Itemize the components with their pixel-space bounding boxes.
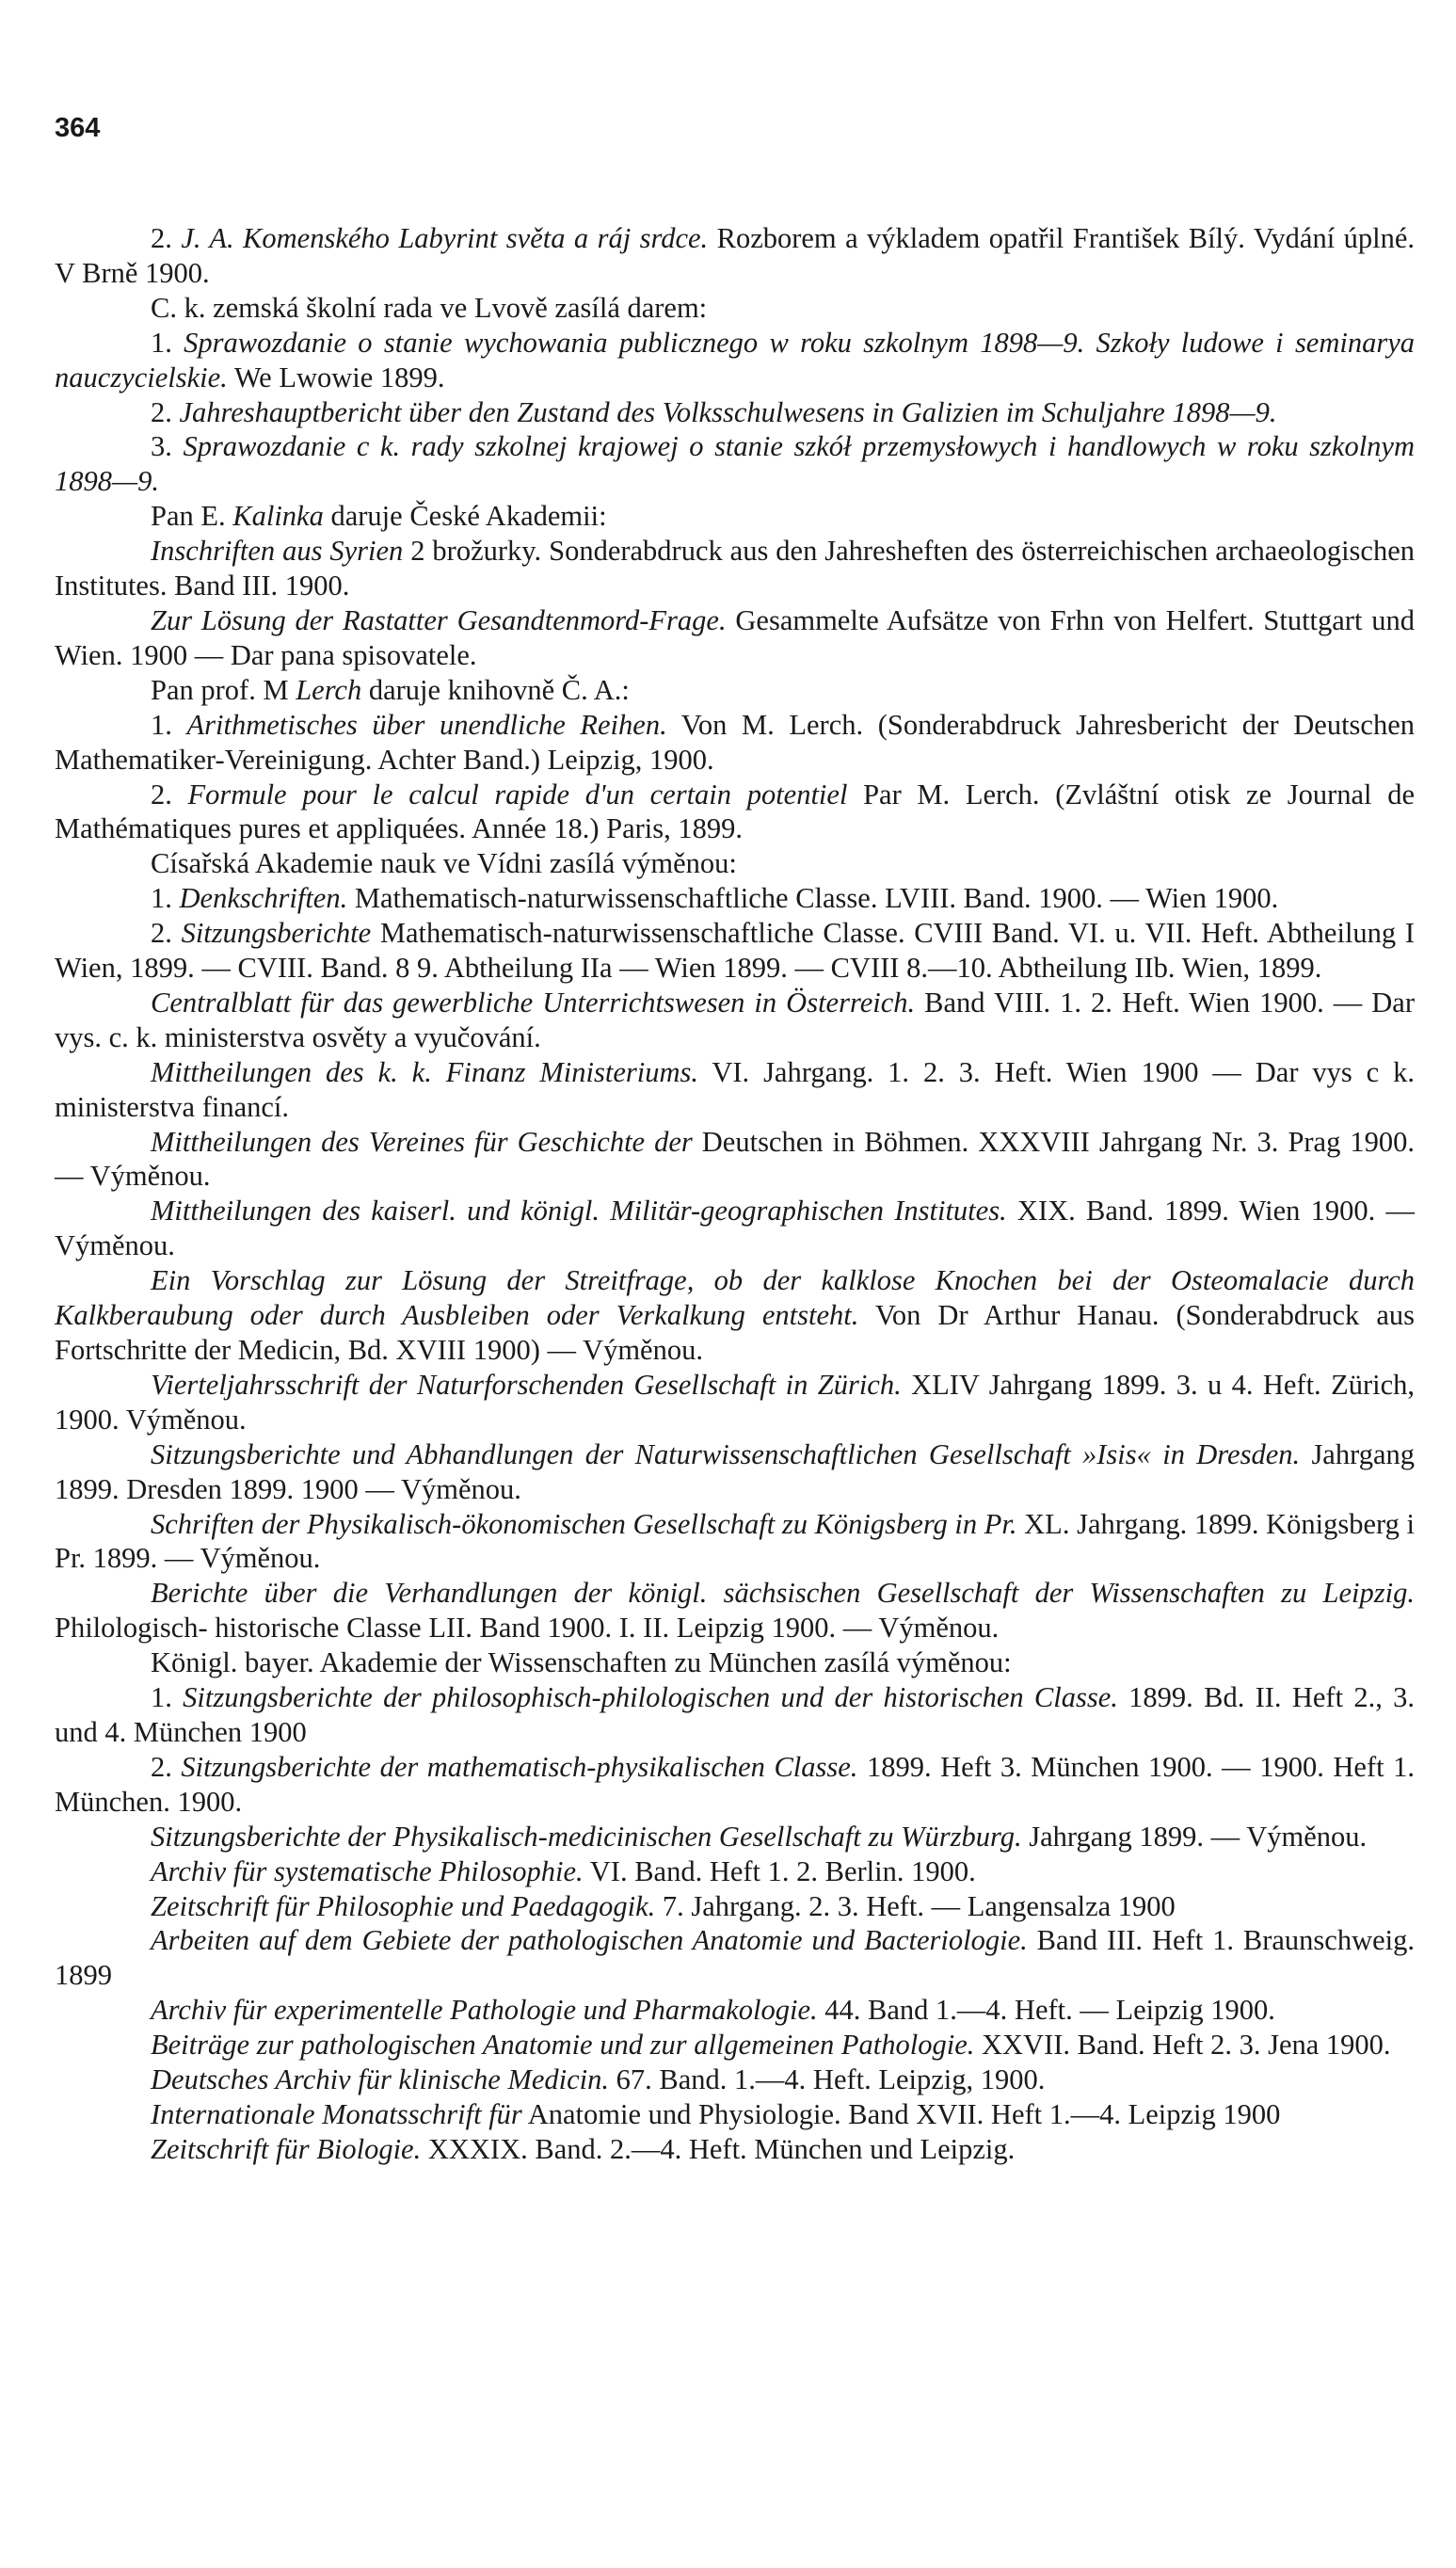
italic-title: Zur Lösung der Rastatter Gesandtenmord-Frage.: [151, 603, 727, 636]
paragraph: [55, 1368, 1415, 1437]
paragraph: [55, 1820, 1415, 1854]
italic-title: Vierteljahrsschrift der Naturforschenden Gesellschaft in Zürich.: [151, 1368, 902, 1401]
text-run: VI. Jahrgang. 1. 2. 3. Heft. Wien 1900 — Dar vys c k. ministerstva financí.: [55, 1055, 1416, 1123]
text-run: XXVII. Band. Heft 2. 3. Jena 1900.: [974, 2029, 1391, 2062]
italic-title: Berichte über die Verhandlungen der königl. sächsischen Gesellschaft der Wissenschaften zu Leipzig.: [151, 1577, 1415, 1610]
italic-title: Jahreshauptbericht über den Zustand des Volksschulwesens in Galizien im Schuljahre 1898—9.: [179, 395, 1277, 428]
text-run: We Lwowie 1899.: [227, 361, 445, 393]
italic-title: Mittheilungen des k. k. Finanz Ministeriums.: [151, 1055, 698, 1088]
italic-title: Archiv für experimentelle Pathologie und Pharmakologie.: [151, 1994, 818, 2027]
text-run: Philologisch- historische Classe LII. Band 1900. I. II. Leipzig 1900. — Výměnou.: [55, 1612, 1000, 1645]
text-run: XLIV Jahrgang 1899. 3. u 4. Heft. Zürich, 1900. Výměnou.: [55, 1368, 1415, 1436]
paragraph: [55, 778, 1415, 847]
paragraph: [55, 1750, 1415, 1820]
paragraph: [55, 1889, 1415, 1924]
italic-title: Formule pour le calcul rapide d'un certain potentiel: [187, 778, 848, 811]
text-run: 44. Band 1.—4. Heft. — Leipzig 1900.: [817, 1994, 1275, 2027]
paragraph: [55, 1055, 1415, 1125]
text-run: 1899. Heft 3. München 1900. — 1900. Heft 1. München. 1900.: [55, 1750, 1415, 1818]
italic-title: Beiträge zur pathologischen Anatomie und zur allgemeinen Pathologie.: [151, 2029, 975, 2062]
paragraph: [55, 708, 1415, 778]
paragraph: [55, 1923, 1415, 1993]
paragraph: [55, 1263, 1415, 1368]
italic-title: Denkschriften.: [179, 882, 348, 915]
paragraph: [55, 499, 1415, 534]
text-run: 2.: [151, 1750, 182, 1783]
text-run: XXXIX. Band. 2.—4. Heft. München und Leipzig.: [421, 2132, 1016, 2165]
text-run: Band VIII. 1. 2. Heft. Wien 1900. — Dar vys. c. k. ministerstva osvěty a vyučování.: [55, 986, 1415, 1053]
italic-title: Sprawozdanie c k. rady szkolnej krajowej o stanie szkół przemysłowych i handlowych w roku szkolnym 1898—9.: [55, 430, 1415, 498]
text-run: Mathematisch-naturwissenschaftliche Classe. LVIII. Band. 1900. — Wien 1900.: [347, 882, 1279, 915]
paragraph: [55, 326, 1415, 395]
text-run: 2.: [151, 778, 188, 811]
italic-title: Internationale Monatsschrift für: [151, 2097, 522, 2130]
italic-title: Sitzungsberichte der philosophisch-philologischen und der historischen Classe.: [183, 1681, 1118, 1714]
italic-title: Centralblatt für das gewerbliche Unterrichtswesen in Österreich.: [151, 986, 916, 1019]
page-number: 364: [55, 113, 101, 143]
paragraph: [55, 429, 1415, 499]
text-run: 1.: [151, 1681, 184, 1714]
text-run: XIX. Band. 1899. Wien 1900. — Výměnou.: [55, 1195, 1415, 1262]
italic-title: Sitzungsberichte der mathematisch-physikalischen Classe.: [181, 1750, 858, 1783]
paragraph: [55, 1645, 1415, 1680]
text-run: 67. Band. 1.—4. Heft. Leipzig, 1900.: [609, 2063, 1046, 2096]
text-run: 7. Jahrgang. 2. 3. Heft. — Langensalza 1900: [655, 1889, 1176, 1922]
paragraph: [55, 2062, 1415, 2097]
text-run: 1899. Bd. II. Heft 2., 3. und 4. München 1900: [55, 1681, 1416, 1748]
text-run: Deutschen in Böhmen. XXXVIII Jahrgang Nr. 3. Prag 1900. — Výměnou.: [55, 1125, 1415, 1193]
text-run: 1.: [151, 708, 187, 741]
text-run: XL. Jahrgang. 1899. Königsberg i Pr. 1899. — Výměnou.: [55, 1507, 1415, 1575]
italic-title: Zeitschrift für Philosophie und Paedagogik.: [151, 1889, 656, 1922]
italic-title: Zeitschrift für Biologie.: [151, 2132, 422, 2165]
paragraph: [55, 1194, 1415, 1263]
text-run: Band III. Heft 1. Braunschweig. 1899: [55, 1924, 1415, 1992]
text-run: 2.: [151, 395, 180, 428]
text-run: C. k. zemská školní rada ve Lvově zasílá darem:: [151, 291, 708, 324]
paragraph: [55, 916, 1415, 986]
text-run: Gesammelte Aufsätze von Frhn von Helfert. Stuttgart und Wien. 1900 — Dar pana spisovatele.: [55, 603, 1415, 671]
paragraph: [55, 395, 1415, 430]
text-run: 1.: [151, 882, 180, 915]
text-run: 3.: [151, 430, 184, 463]
text-run: Von Dr Arthur Hanau. (Sonderabdruck aus Fortschritte der Medicin, Bd. XVIII 1900) — Výměnou.: [55, 1299, 1415, 1366]
italic-title: Inschriften aus Syrien: [151, 535, 404, 568]
paragraph: [55, 1437, 1415, 1507]
paragraph: [55, 986, 1415, 1055]
italic-title: Ein Vorschlag zur Lösung der Streitfrage, ob der kalklose Knochen bei der Osteomalacie durch Kalkberaubung oder durch Ausbleiben oder Verkalkung entsteht.: [55, 1264, 1415, 1332]
paragraph: [55, 1507, 1415, 1577]
paragraph: [55, 221, 1415, 291]
text-run: Königl. bayer. Akademie der Wissenschaften zu München zasílá výměnou:: [151, 1646, 1012, 1679]
text-run: Rozborem a výkladem opatřil František Bílý. Vydání úplné. V Brně 1900.: [55, 222, 1415, 289]
text-run: Jahrgang 1899. — Výměnou.: [1021, 1820, 1368, 1853]
text-run: Par M. Lerch. (Zvláštní otisk ze Journal de Mathématiques pures et appliquées. Année 18.) Paris, 1899.: [55, 778, 1415, 845]
paragraph: [55, 534, 1415, 603]
paragraph: [55, 846, 1415, 881]
text-run: daruje knihovně Č. A.:: [361, 673, 630, 706]
italic-title: Mittheilungen des Vereines für Geschichte der: [151, 1125, 693, 1158]
text-run: VI. Band. Heft 1. 2. Berlin. 1900.: [583, 1854, 976, 1887]
italic-title: Kalinka: [232, 500, 324, 533]
text-run: 2.: [151, 222, 182, 254]
text-run: Jahrgang 1899. Dresden 1899. 1900 — Výměnou.: [55, 1437, 1415, 1505]
paragraph: [55, 291, 1415, 326]
text-run: daruje České Akademii:: [323, 500, 607, 533]
italic-title: Arithmetisches über unendliche Reihen.: [186, 708, 667, 741]
paragraph: [55, 1993, 1415, 2028]
paragraph: [55, 881, 1415, 916]
paragraph: [55, 2097, 1415, 2132]
paragraph: [55, 1854, 1415, 1889]
italic-title: Sprawozdanie o stanie wychowania publicznego w roku szkolnym 1898—9. Szkoły ludowe i seminarya nauczycielskie.: [55, 326, 1416, 393]
italic-title: Lerch: [296, 673, 362, 706]
body-text: [55, 221, 1415, 2167]
italic-title: Mittheilungen des kaiserl. und königl. Militär-geographischen Institutes.: [151, 1195, 1007, 1228]
paragraph: [55, 1576, 1415, 1645]
text-run: Pan E.: [151, 500, 233, 533]
text-run: Císařská Akademie nauk ve Vídni zasílá výměnou:: [151, 847, 737, 880]
paragraph: [55, 1125, 1415, 1195]
text-run: Pan prof. M: [151, 673, 296, 706]
paragraph: [55, 603, 1415, 673]
italic-title: Sitzungsberichte der Physikalisch-medicinischen Gesellschaft zu Würzburg.: [151, 1820, 1022, 1853]
italic-title: Sitzungsberichte und Abhandlungen der Naturwissenschaftlichen Gesellschaft »Isis« in Dresden.: [151, 1437, 1301, 1470]
text-run: 2.: [151, 917, 182, 950]
text-run: Mathematisch-naturwissenschaftliche Classe. CVIII Band. VI. u. VII. Heft. Abtheilung I Wien, 1899. — CVIII. Band. 8 9. Abtheilung IIa — Wien 1899. — CVIII 8.—10. Abtheilung IIb. Wien, 1899.: [55, 917, 1416, 985]
text-run: 2 brožurky. Sonderabdruck aus den Jahresheften des österreichischen archaeologischen Institutes. Band III. 1900.: [55, 535, 1415, 602]
italic-title: J. A. Komenského Labyrint světa a ráj srdce.: [181, 222, 709, 254]
paragraph: [55, 673, 1415, 708]
paragraph: [55, 2132, 1415, 2167]
italic-title: Schriften der Physikalisch-ökonomischen Gesellschaft zu Königsberg in Pr.: [151, 1507, 1017, 1540]
paragraph: [55, 1680, 1415, 1750]
text-run: 1.: [151, 326, 184, 359]
italic-title: Archiv für systematische Philosophie.: [151, 1854, 584, 1887]
italic-title: Sitzungsberichte: [181, 917, 372, 950]
paragraph: [55, 2028, 1415, 2062]
text-run: Von M. Lerch. (Sonderabdruck Jahresbericht der Deutschen Mathematiker-Vereinigung. Achter Band.) Leipzig, 1900.: [55, 708, 1416, 776]
italic-title: Arbeiten auf dem Gebiete der pathologischen Anatomie und Bacteriologie.: [151, 1924, 1028, 1957]
text-run: Anatomie und Physiologie. Band XVII. Heft 1.—4. Leipzig 1900: [521, 2097, 1281, 2130]
italic-title: Deutsches Archiv für klinische Medicin.: [151, 2063, 610, 2096]
